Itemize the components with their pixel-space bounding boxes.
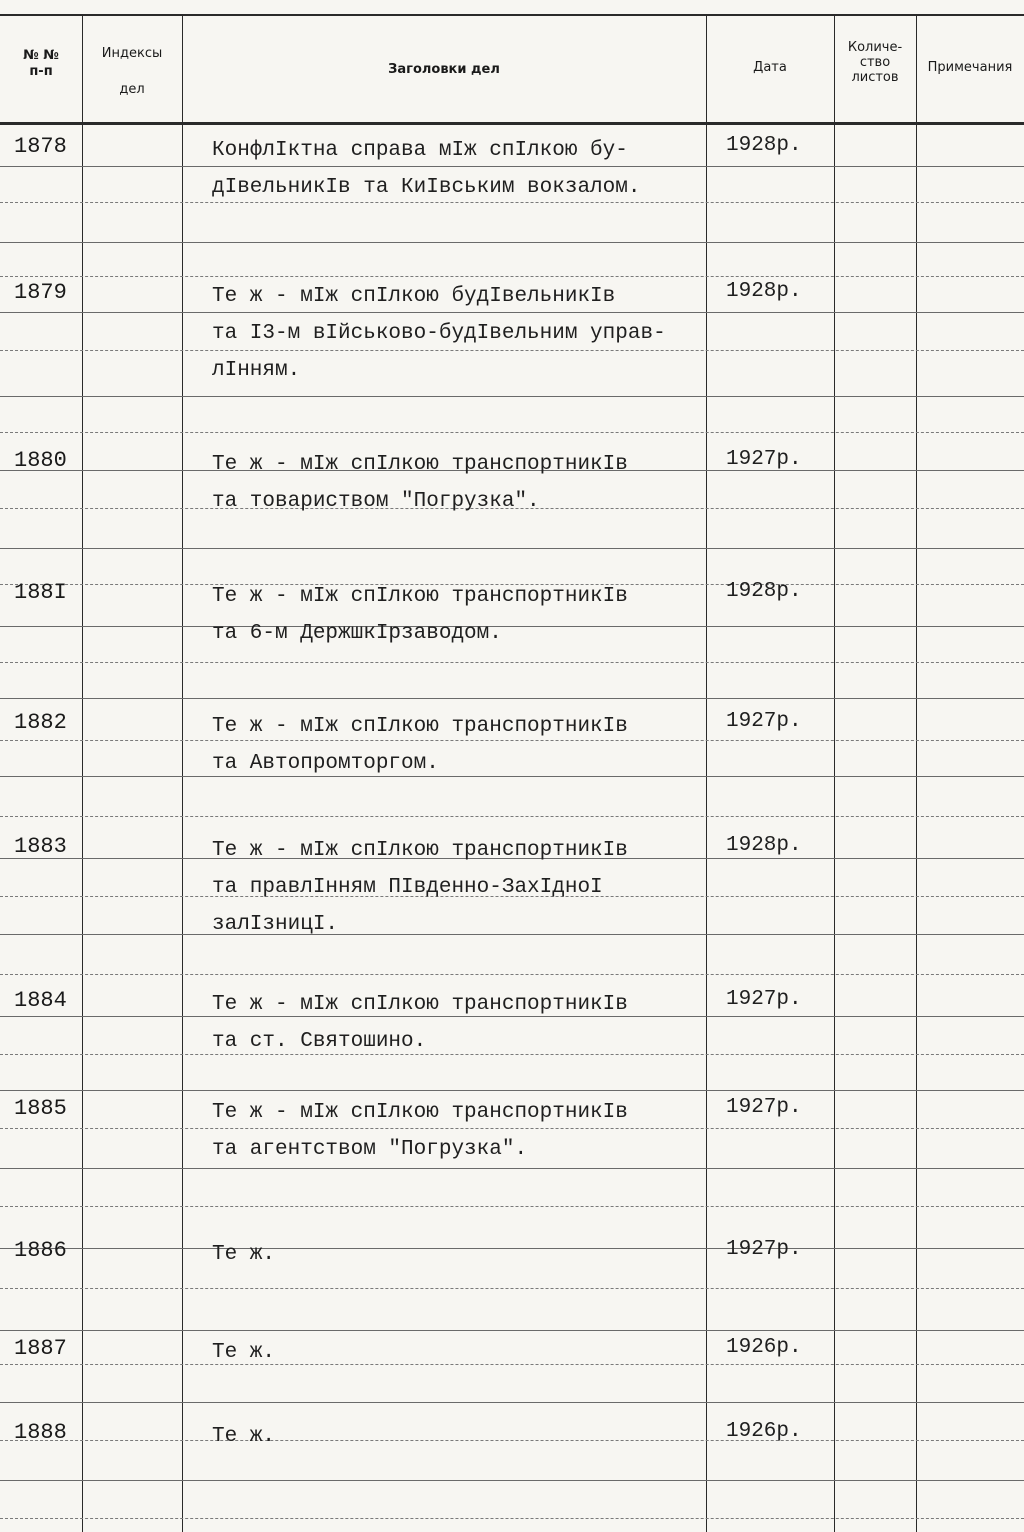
entry-title-line: Те ж. (212, 1341, 276, 1364)
header-titles: Заголовки дел (388, 62, 500, 77)
entry-title-line: лIнням. (212, 359, 301, 382)
entry-title-line: та Автопромторгом. (212, 752, 439, 775)
rule-line (0, 432, 1024, 433)
rule-line (0, 1090, 1024, 1091)
header-num: № № п-п (23, 48, 59, 79)
entry-title-line: Те ж - мIж спIлкою транспортникIв (212, 715, 628, 738)
entry-title-line: та ст. Святошино. (212, 1030, 427, 1053)
entry-date: 1928р. (726, 580, 802, 603)
entry-title-line: та 6-м ДержшкIрзаводом. (212, 622, 502, 645)
header-sheet-count: Количе- ство листов (847, 40, 903, 85)
rule-line (0, 242, 1024, 243)
rule-line (0, 396, 1024, 397)
entry-date: 1927р. (726, 1238, 802, 1261)
entry-title-line: дIвельникIв та КиIвським вокзалом. (212, 176, 641, 199)
entry-title-line: Те ж - мIж спIлкою транспортникIв (212, 1101, 628, 1124)
entry-date: 1928р. (726, 834, 802, 857)
entry-title-line: КонфлIктна справа мIж спIлкою бу- (212, 139, 628, 162)
entry-title-line: Те ж - мIж спIлкою транспортникIв (212, 453, 628, 476)
entry-title-line: Те ж - мIж спIлкою будIвельникIв (212, 285, 616, 308)
entry-number: 1883 (14, 834, 67, 859)
entry-number: 1882 (14, 710, 67, 735)
rule-line (0, 548, 1024, 549)
rule-line (0, 1440, 1024, 1441)
entry-number: 1884 (14, 988, 67, 1013)
entry-title-line: Те ж - мIж спIлкою транспортникIв (212, 993, 628, 1016)
rule-line (0, 974, 1024, 975)
entry-date: 1928р. (726, 134, 802, 157)
entry-title-line: Те ж - мIж спIлкою транспортникIв (212, 839, 628, 862)
entry-date: 1928р. (726, 280, 802, 303)
entry-date: 1927р. (726, 1096, 802, 1119)
rule-line (0, 1364, 1024, 1365)
rule-line (0, 626, 1024, 627)
entry-number: 1879 (14, 280, 67, 305)
header-date: Дата (753, 60, 787, 75)
rule-line (0, 1248, 1024, 1249)
entry-title-line: та агентством "Погрузка". (212, 1138, 528, 1161)
entry-number: 1886 (14, 1238, 67, 1263)
header-notes: Примечания (927, 60, 1013, 75)
entry-number: 1887 (14, 1336, 67, 1361)
rule-line (0, 1168, 1024, 1169)
entry-title-line: та I3-м вIйськово-будIвельним управ- (212, 322, 666, 345)
entry-title-line: Те ж. (212, 1243, 276, 1266)
rule-line (0, 1480, 1024, 1481)
header-index-line2: дел (119, 82, 145, 97)
rule-line (0, 1288, 1024, 1289)
entry-title-line: залIзницI. (212, 913, 339, 936)
rule-line (0, 816, 1024, 817)
rule-line (0, 1518, 1024, 1519)
entry-number: 1888 (14, 1420, 67, 1445)
entry-number: 1885 (14, 1096, 67, 1121)
rule-line (0, 662, 1024, 663)
rule-line (0, 1330, 1024, 1331)
entry-date: 1926р. (726, 1420, 802, 1443)
entry-number: 1880 (14, 448, 67, 473)
entry-date: 1926р. (726, 1336, 802, 1359)
entry-date: 1927р. (726, 988, 802, 1011)
header-index-line1: Индексы (101, 46, 163, 61)
entry-title-line: та товариством "Погрузка". (212, 490, 540, 513)
header-rule (0, 122, 1024, 125)
rule-line (0, 698, 1024, 699)
top-rule (0, 14, 1024, 16)
rule-line (0, 276, 1024, 277)
entry-date: 1927р. (726, 448, 802, 471)
entry-title-line: Те ж - мIж спIлкою транспортникIв (212, 585, 628, 608)
entry-title-line: Те ж. (212, 1425, 276, 1448)
rule-line (0, 1206, 1024, 1207)
rule-line (0, 776, 1024, 777)
entry-number: 1878 (14, 134, 67, 159)
entry-title-line: та правлIнням ПIвденно-ЗахIдноI (212, 876, 603, 899)
entry-date: 1927р. (726, 710, 802, 733)
rule-line (0, 1402, 1024, 1403)
rule-line (0, 1054, 1024, 1055)
rule-line (0, 934, 1024, 935)
entry-number: 188I (14, 580, 67, 605)
